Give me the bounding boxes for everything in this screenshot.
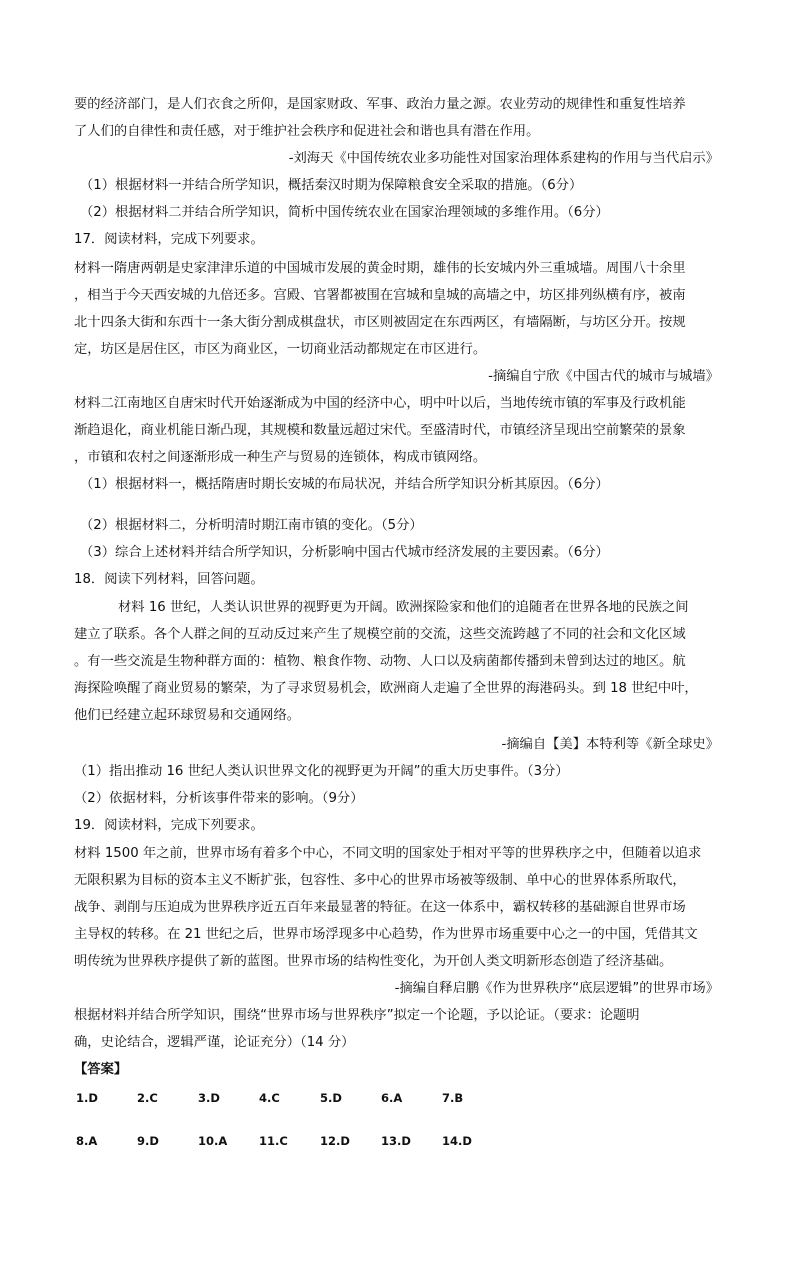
q17-material1-line: 材料一隋唐两朝是史家津津乐道的中国城市发展的黄金时期，雄伟的长安城内外三重城墙。周围八十余里 [74,261,686,276]
q18-subquestion-1: （1）指出推动 16 世纪人类认识世界文化的视野更为开阔”的重大历史事件。（3分） [74,764,569,779]
answer-item: 12.D [320,1134,350,1148]
answer-item: 1.D [76,1091,98,1105]
q18-material-line: 海探险唤醒了商业贸易的繁荣，为了寻求贸易机会，欧洲商人走遍了全世界的海港码头。到 18 世纪中叶， [74,681,698,696]
q19-material-line: 明传统为世界秩序提供了新的蓝图。世界市场的结构性变化，为开创人类文明新形态创造了经济基础。 [74,954,673,969]
q19-heading: 19．阅读材料，完成下列要求。 [74,818,264,833]
q18-source: -摘编自【美】本特利等《新全球史》 [501,737,719,752]
q17-material1-line: 北十四条大街和东西十一条大街分割成棋盘状，市区则被固定在东西两区，有墙隔断，与坊区分开。按规 [74,315,686,330]
q17-subquestion-2: （2）根据材料二，分析明清时期江南市镇的变化。（5分） [80,518,423,533]
q17-material1-line: ，相当于今天西安城的九倍还多。宫殿、官署都被围在宫城和皇城的高墙之中，坊区排列纵横有序，被南 [74,288,686,303]
answer-item: 13.D [381,1134,411,1148]
q19-material-line: 材料 1500 年之前，世界市场有着多个中心，不同文明的国家处于相对平等的世界秩序之中，但随着以追求 [74,846,702,861]
answer-item: 8.A [76,1134,98,1148]
q17-material2-line: 材料二江南地区自唐宋时代开始逐渐成为中国的经济中心，明中叶以后，当地传统市镇的军事及行政机能 [74,396,686,411]
q16-material-line: 了人们的自律性和责任感，对于维护社会秩序和促进社会和谐也具有潜在作用。 [74,124,540,139]
q18-material-line: 材料 16 世纪，人类认识世界的视野更为开阔。欧洲探险家和他们的追随者在世界各地的民族之间 [118,600,689,615]
q17-subquestion-3: （3）综合上述材料并结合所学知识，分析影响中国古代城市经济发展的主要因素。（6分） [80,545,609,560]
answer-item: 9.D [137,1134,159,1148]
answer-item: 5.D [320,1091,342,1105]
q18-material-line: 。有一些交流是生物种群方面的：植物、粮食作物、动物、人口以及病菌都传播到未曾到达过的地区。航 [74,654,686,669]
q17-material2-line: ，市镇和农村之间逐渐形成一种生产与贸易的连锁体，构成市镇网络。 [74,450,487,465]
answer-item: 6.A [381,1091,403,1105]
q16-subquestion-1: （1）根据材料一并结合所学知识，概括秦汉时期为保障粮食安全采取的措施。（6分） [80,178,583,193]
q19-material-line: 战争、剥削与压迫成为世界秩序近五百年来最显著的特征。在这一体系中，霸权转移的基础源自世界市场 [74,900,686,915]
q19-task-line: 确，史论结合，逻辑严谨，论证充分）（14 分） [74,1035,355,1050]
q18-heading: 18．阅读下列材料，回答问题。 [74,572,264,587]
q16-source: -刘海天《中国传统农业多功能性对国家治理体系建构的作用与当代启示》 [288,151,719,166]
q17-material1-line: 定，坊区是居住区，市区为商业区，一切商业活动都规定在市区进行。 [74,342,487,357]
answer-item: 3.D [198,1091,220,1105]
q17-subquestion-1: （1）根据材料一，概括隋唐时期长安城的布局状况，并结合所学知识分析其原因。（6分） [80,477,609,492]
q18-material-line: 他们已经建立起环球贸易和交通网络。 [74,708,301,723]
q17-material1-source: -摘编自宁欣《中国古代的城市与城墙》 [488,369,719,384]
answer-item: 2.C [137,1091,158,1105]
answer-item: 14.D [442,1134,472,1148]
q16-subquestion-2: （2）根据材料二并结合所学知识，简析中国传统农业在国家治理领域的多维作用。（6分） [80,205,609,220]
q19-material-line: 主导权的转移。在 21 世纪之后，世界市场浮现多中心趋势，作为世界市场重要中心之一的中国，凭借其文 [74,927,698,942]
q19-material-line: 无限积累为目标的资本主义不断扩张，包容性、多中心的世界市场被等级制、单中心的世界体系所取代， [74,873,686,888]
answer-item: 7.B [442,1091,464,1105]
q18-material-line: 建立了联系。各个人群之间的互动反过来产生了规模空前的交流，这些交流跨越了不同的社会和文化区域 [74,627,686,642]
q18-subquestion-2: （2）依据材料，分析该事件带来的影响。（9分） [74,791,364,806]
answer-item: 11.C [259,1134,288,1148]
q17-material2-line: 渐趋退化，商业机能日渐凸现，其规模和数量远超过宋代。至盛清时代，市镇经济呈现出空前繁荣的景象 [74,423,686,438]
q17-heading: 17．阅读材料，完成下列要求。 [74,232,264,247]
q19-task-line: 根据材料并结合所学知识，围绕“世界市场与世界秩序”拟定一个论题，予以论证。（要求：论题明 [74,1008,640,1023]
answer-item: 4.C [259,1091,280,1105]
answers-title: 【答案】 [74,1062,128,1077]
q19-source: -摘编自释启鹏《作为世界秩序“底层逻辑”的世界市场》 [394,981,719,996]
q16-material-line: 要的经济部门，是人们衣食之所仰，是国家财政、军事、政治力量之源。农业劳动的规律性和重复性培养 [74,97,686,112]
answer-item: 10.A [198,1134,228,1148]
